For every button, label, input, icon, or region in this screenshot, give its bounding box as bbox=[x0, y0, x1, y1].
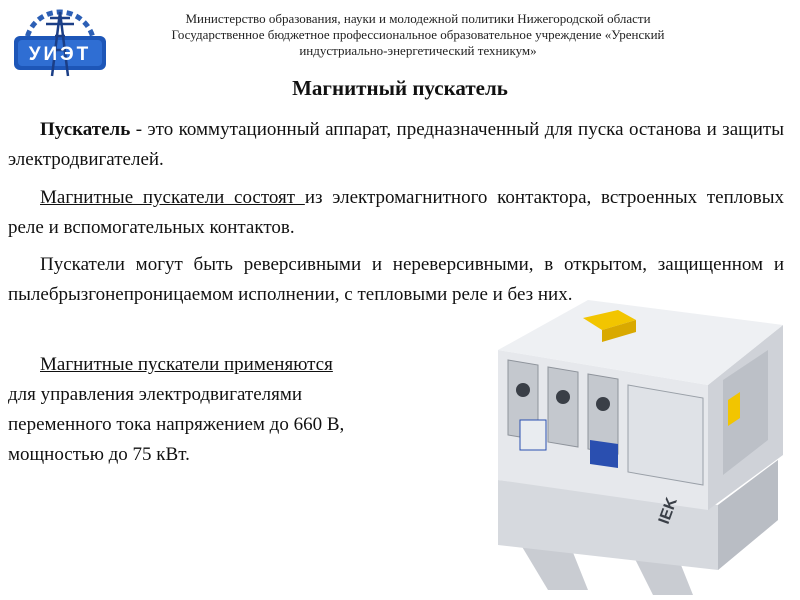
brand-logo: IEK bbox=[655, 495, 681, 527]
composition-text: из электромагнитного контактора, встроенных тепловых реле и вспомогательных контактов. bbox=[8, 187, 784, 238]
definition-text: - это коммутационный аппарат, предназначенный для пуска останова и защиты электродвигателей. bbox=[8, 119, 784, 170]
application-link[interactable]: Магнитные пускатели применяются bbox=[40, 354, 333, 375]
organization-header bbox=[118, 11, 718, 59]
application-line-2: для управления электродвигателями bbox=[8, 384, 303, 405]
institution-logo bbox=[6, 6, 114, 86]
org-line-2: Государственное бюджетное профессиональное образовательное учреждение «Уренский bbox=[171, 27, 665, 42]
paragraph-application bbox=[8, 350, 478, 470]
paragraph-types: Пускатели могут быть реверсивными и нереверсивными, в открытом, защищенном и пылебрызгонепроницаемом исполнении, с тепловыми реле и без них. bbox=[8, 254, 784, 305]
slide-title: Магнитный пускатель bbox=[292, 76, 508, 100]
org-line-1: Министерство образования, науки и молодежной политики Нижегородской области bbox=[185, 11, 651, 26]
magnetic-starter-image bbox=[478, 290, 800, 600]
term-starter: Пускатель bbox=[40, 119, 131, 140]
application-line-4: мощностью до 75 кВт. bbox=[8, 444, 190, 465]
org-line-3: индустриально-энергетический техникум» bbox=[299, 43, 537, 58]
composition-link[interactable]: Магнитные пускатели состоят bbox=[40, 187, 305, 208]
paragraph-definition bbox=[8, 115, 784, 175]
logo-text: УИЭТ bbox=[28, 44, 92, 65]
paragraph-composition bbox=[8, 183, 784, 243]
application-line-3: переменного тока напряжением до 660 В, bbox=[8, 414, 345, 435]
